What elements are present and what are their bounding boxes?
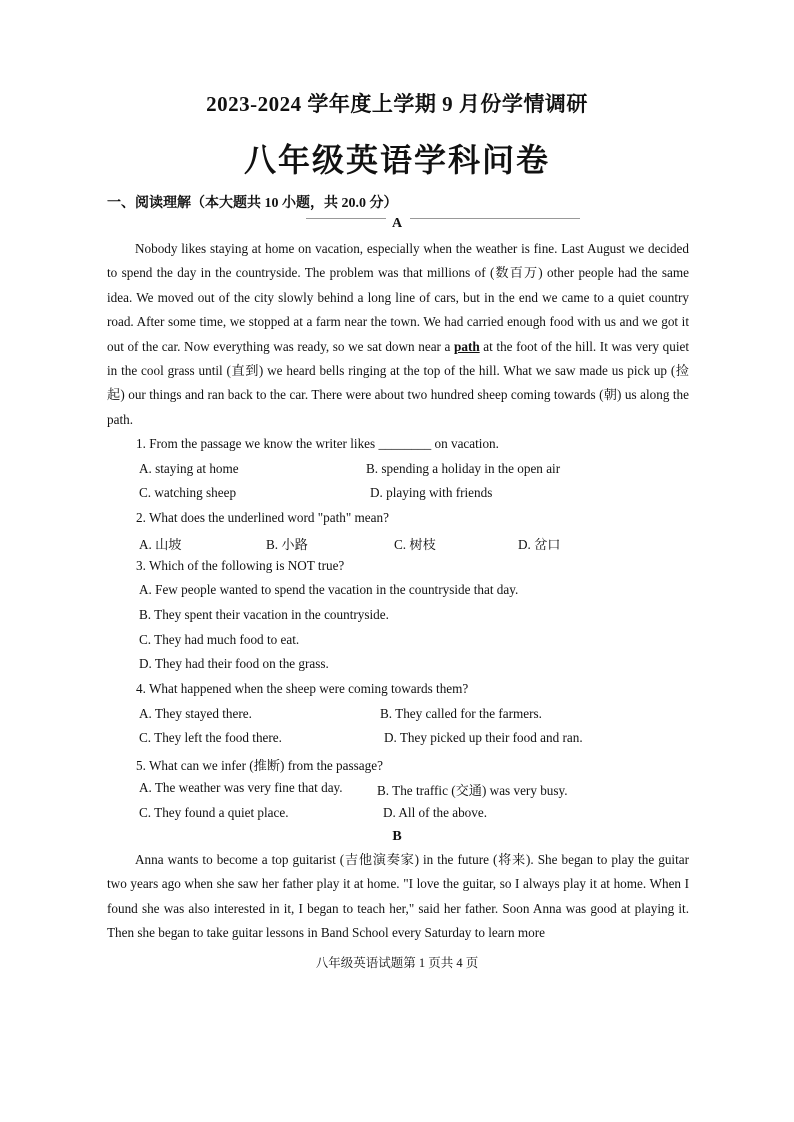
question-2-option-a: A. 山坡 bbox=[139, 537, 182, 552]
exam-title-subject: 八年级英语学科问卷 bbox=[243, 142, 550, 178]
question-4-option-a: A. They stayed there. bbox=[139, 706, 252, 721]
question-1-option-a: A. staying at home bbox=[139, 461, 239, 476]
underlined-word-path: path bbox=[454, 338, 480, 354]
question-5-option-c: C. They found a quiet place. bbox=[139, 805, 289, 820]
question-5-option-d: D. All of the above. bbox=[383, 805, 488, 820]
question-5-stem: 5. What can we infer (推断) from the passage? bbox=[136, 758, 383, 773]
question-3-option-d: D. They had their food on the grass. bbox=[139, 656, 329, 671]
question-1-option-b: B. spending a holiday in the open air bbox=[366, 461, 561, 476]
question-3-option-c: C. They had much food to eat. bbox=[139, 632, 300, 647]
question-4-option-c: C. They left the food there. bbox=[139, 730, 282, 745]
question-5-option-a: A. The weather was very fine that day. bbox=[139, 780, 343, 795]
question-3-stem: 3. Which of the following is NOT true? bbox=[136, 558, 345, 573]
question-4-option-b: B. They called for the farmers. bbox=[380, 706, 542, 721]
question-1-option-c: C. watching sheep bbox=[139, 485, 237, 500]
passage-a-text-before: Nobody likes staying at home on vacation, especially when the weather is fine. Last August we decided to spend the day in the countryside. The problem was that millions of (数百万) other people had the same idea. We moved out of the city slowly behind a long line of cars, but in the end we came to a quiet country road. After some time, we stopped at a farm near the town. We had carried enough food with us and we got it out of the car. Now everything was ready, so we sat down near a bbox=[107, 241, 689, 354]
passage-a-text-after: at the foot of the hill. It was very quiet in the cool grass until (直到) we heard bells ringing at the top of the hill. What we saw made us pick up (捡起) our things and ran back to the car. There were about two hundred sheep coming towards (朝) us along the path. bbox=[107, 338, 689, 427]
question-2-option-b: B. 小路 bbox=[266, 537, 308, 552]
exam-title-year: 2023-2024 学年度上学期 9 月份学情调研 bbox=[206, 92, 588, 116]
question-1-stem: 1. From the passage we know the writer likes ________ on vacation. bbox=[136, 436, 499, 451]
section-heading: 一、阅读理解（本大题共 10 小题，共 20.0 分） bbox=[107, 196, 398, 211]
passage-a-label: A bbox=[391, 216, 403, 231]
question-5-option-b: B. The traffic (交通) was very busy. bbox=[377, 783, 568, 798]
question-1-option-d: D. playing with friends bbox=[370, 485, 493, 500]
question-2-stem: 2. What does the underlined word "path" mean? bbox=[136, 510, 389, 525]
page-footer: 八年级英语试题第 1 页共 4 页 bbox=[315, 956, 479, 970]
passage-b-label: B bbox=[392, 829, 402, 844]
question-3-option-a: A. Few people wanted to spend the vacation in the countryside that day. bbox=[139, 582, 519, 597]
passage-b-text-body: Anna wants to become a top guitarist (吉他演奏家) in the future (将来). She began to play the guitar two years ago when she saw her father play it at home. "I love the guitar, so I always play it at home. When I found she was also interested in it, I began to teach her," said her father. Soon Anna was good at playing it. Then she began to take guitar lessons in Band School every Saturday to learn more bbox=[107, 852, 689, 941]
question-4-option-d: D. They picked up their food and ran. bbox=[384, 730, 583, 745]
question-4-stem: 4. What happened when the sheep were coming towards them? bbox=[136, 681, 469, 696]
question-2-option-c: C. 树枝 bbox=[394, 537, 436, 552]
question-2-option-d: D. 岔口 bbox=[518, 537, 561, 552]
question-3-option-b: B. They spent their vacation in the countryside. bbox=[139, 607, 389, 622]
passage-b-text bbox=[107, 848, 689, 946]
passage-a-text bbox=[107, 237, 689, 432]
